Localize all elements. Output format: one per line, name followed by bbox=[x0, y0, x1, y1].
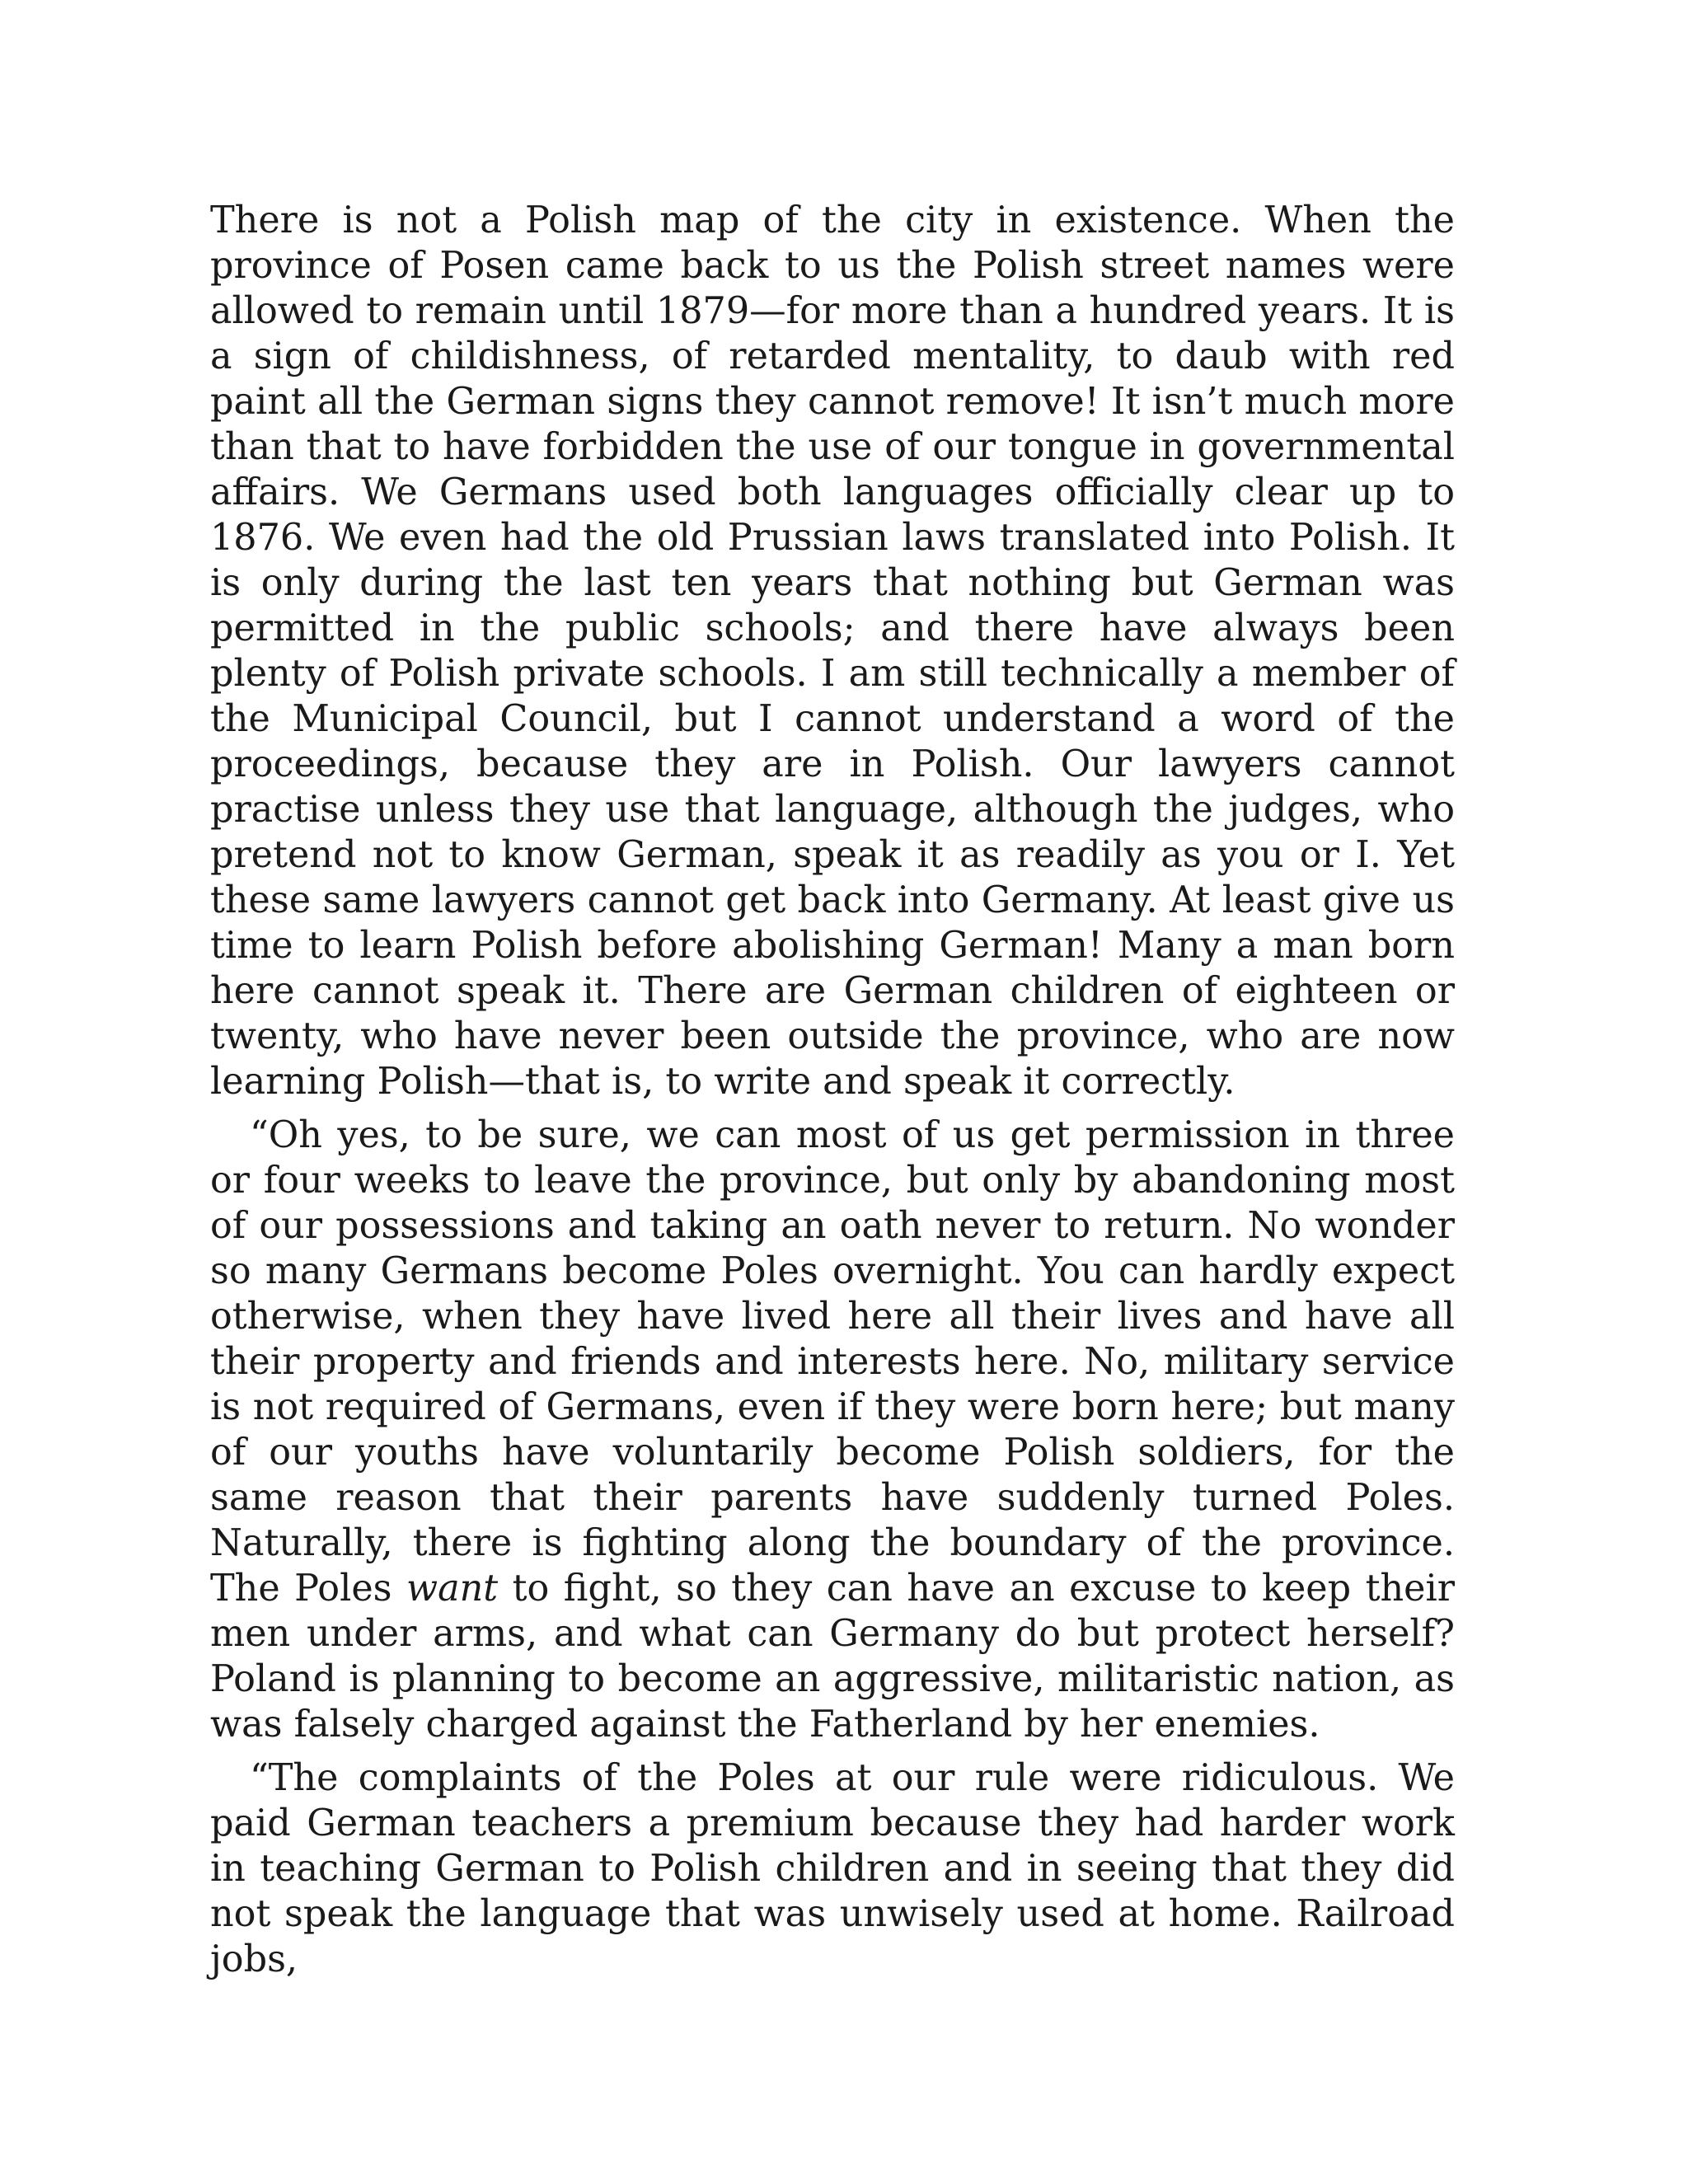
paragraph-2 bbox=[210, 1113, 1455, 1747]
paragraph-2-text-before: “Oh yes, to be sure, we can most of us get permission in three or four weeks to leave the province, but only by abandoning most of our possessions and taking an oath never to return. No wonder so many Germans become Poles overnight. You can hardly expect otherwise, when they have lived here all their lives and have all their property and friends and interests here. No, military service is not required of Germans, even if they were born here; but many of our youths have voluntarily become Polish soldiers, for the same reason that their parents have suddenly turned Poles. Naturally, there is fighting along the boundary of the province. The Poles bbox=[210, 1114, 1455, 1610]
paragraph-2-text-after: to fight, so they can have an excuse to keep their men under arms, and what can Germany do but protect herself? Poland is planning to become an aggressive, militaristic nation, as was falsely charged against the Fatherland by her enemies. bbox=[210, 1568, 1455, 1746]
paragraph-3: “The complaints of the Poles at our rule were ridiculous. We paid German teachers a premium because they had harder work in teaching German to Polish children and in seeing that they did not speak the language that was unwisely used at home. Railroad jobs, bbox=[210, 1757, 1455, 1980]
paragraph-1: There is not a Polish map of the city in existence. When the province of Posen came back to us the Polish street names were allowed to remain until 1879—for more than a hundred years. It is a sign of childishness, of retarded mentality, to daub with red paint all the German signs they cannot remove! It isn’t much more than that to have forbidden the use of our tongue in governmental affairs. We Germans used both languages officially clear up to 1876. We even had the old Prussian laws translated into Polish. It is only during the last ten years that nothing but German was permitted in the public schools; and there have always been plenty of Polish private schools. I am still technically a member of the Municipal Council, but I cannot understand a word of the proceedings, because they are in Polish. Our lawyers cannot practise unless they use that language, although the judges, who pretend not to know German, speak it as readily as you or I. Yet these same lawyers cannot get back into Germany. At least give us time to learn Polish before abolishing German! Many a man born here cannot speak it. There are German children of eighteen or twenty, who have never been outside the province, who are now learning Polish—that is, to write and speak it correctly. bbox=[210, 199, 1455, 1103]
page-body bbox=[210, 198, 1455, 1990]
paragraph-2-emphasis: want bbox=[406, 1568, 499, 1610]
